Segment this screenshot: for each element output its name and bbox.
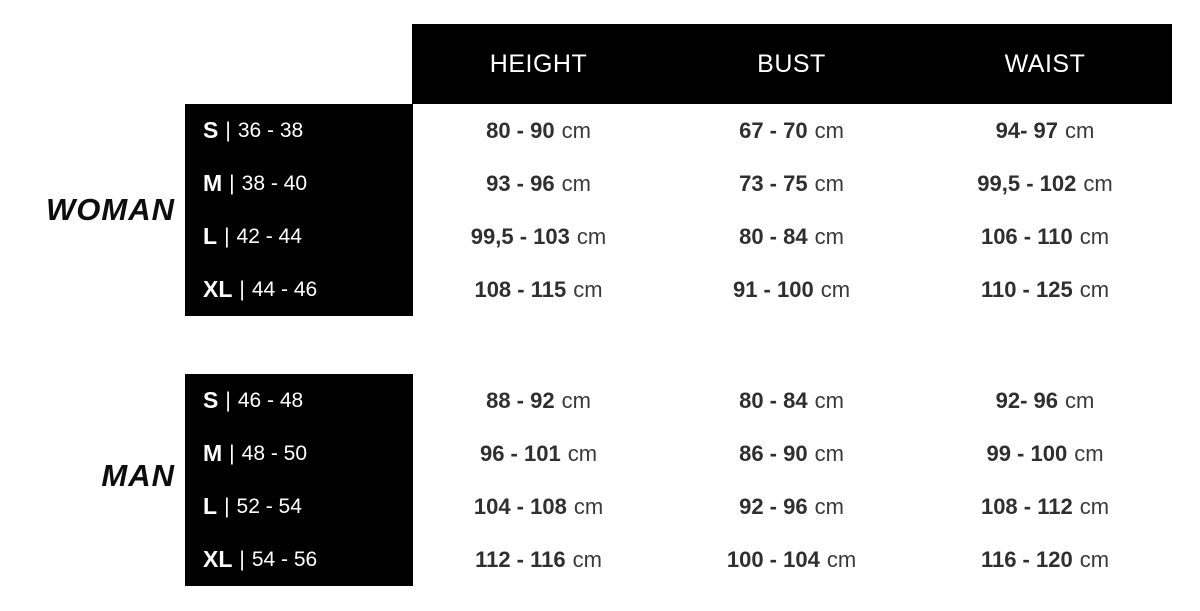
value-unit: cm <box>1074 440 1104 466</box>
column-header-height: HEIGHT <box>489 49 588 78</box>
value-unit: cm <box>1079 493 1110 519</box>
value-unit: cm <box>814 117 844 143</box>
value-number: 92- 96 <box>995 387 1059 413</box>
size-eu: 42 - 44 <box>236 224 302 248</box>
size-code: M <box>203 440 223 466</box>
size-cell <box>185 210 413 263</box>
table-row <box>0 157 1200 210</box>
value-height <box>412 263 665 316</box>
value-unit: cm <box>1079 276 1110 302</box>
column-header-bust: BUST <box>757 49 826 78</box>
value-unit: cm <box>573 276 603 302</box>
value-number: 100 - 104 <box>726 546 820 572</box>
value-unit: cm <box>814 170 844 196</box>
value-number: 96 - 101 <box>479 440 561 466</box>
table-row <box>0 374 1200 427</box>
value-height <box>412 210 665 263</box>
value-number: 94- 97 <box>995 117 1059 143</box>
size-eu: 44 - 46 <box>251 277 318 301</box>
size-separator: | <box>229 441 235 465</box>
value-number: 116 - 120 <box>980 546 1073 572</box>
size-separator: | <box>224 224 230 248</box>
value-unit: cm <box>573 493 604 519</box>
value-number: 110 - 125 <box>980 276 1073 302</box>
size-eu: 38 - 40 <box>241 171 308 195</box>
value-number: 91 - 100 <box>732 276 814 302</box>
value-unit: cm <box>814 223 844 249</box>
value-bust <box>665 533 918 586</box>
table-row <box>0 533 1200 586</box>
size-cell <box>185 157 413 210</box>
value-height <box>412 374 665 427</box>
size-eu: 52 - 54 <box>236 494 302 518</box>
value-unit: cm <box>814 493 844 519</box>
value-number: 108 - 115 <box>474 276 567 302</box>
size-separator: | <box>225 388 231 412</box>
value-number: 93 - 96 <box>486 170 555 196</box>
value-number: 80 - 84 <box>739 387 808 413</box>
group-label-woman: WOMAN <box>46 192 175 227</box>
value-unit: cm <box>572 546 602 572</box>
value-unit: cm <box>1065 387 1095 413</box>
value-waist <box>918 104 1172 157</box>
value-unit: cm <box>561 117 591 143</box>
value-number: 104 - 108 <box>473 493 567 519</box>
size-code: L <box>203 223 218 249</box>
value-unit: cm <box>1083 170 1113 196</box>
value-unit: cm <box>567 440 598 466</box>
value-number: 108 - 112 <box>980 493 1073 519</box>
size-code: XL <box>203 546 233 572</box>
table-row <box>0 104 1200 157</box>
value-number: 80 - 84 <box>739 223 808 249</box>
group-label-man: MAN <box>101 458 175 493</box>
table-row <box>0 263 1200 316</box>
value-height <box>412 533 665 586</box>
value-unit: cm <box>1079 546 1110 572</box>
size-eu: 46 - 48 <box>237 388 304 412</box>
value-waist <box>918 533 1172 586</box>
value-unit: cm <box>820 276 851 302</box>
value-waist <box>918 480 1172 533</box>
value-unit: cm <box>561 387 591 413</box>
size-cell <box>185 263 413 316</box>
value-height <box>412 480 665 533</box>
value-unit: cm <box>576 223 607 249</box>
value-number: 99 - 100 <box>986 440 1068 466</box>
size-code: L <box>203 493 218 519</box>
value-bust <box>665 480 918 533</box>
size-cell <box>185 374 413 427</box>
value-bust <box>665 263 918 316</box>
size-cell <box>185 104 413 157</box>
table-row <box>0 480 1200 533</box>
value-number: 73 - 75 <box>739 170 808 196</box>
value-bust <box>665 427 918 480</box>
size-code: XL <box>203 276 233 302</box>
size-eu: 36 - 38 <box>237 118 304 142</box>
size-cell <box>185 427 413 480</box>
size-separator: | <box>225 118 231 142</box>
value-number: 106 - 110 <box>980 223 1073 249</box>
value-unit: cm <box>1079 223 1110 249</box>
value-number: 80 - 90 <box>486 117 555 143</box>
value-height <box>412 427 665 480</box>
value-number: 92 - 96 <box>739 493 808 519</box>
table-row <box>0 210 1200 263</box>
value-unit: cm <box>814 387 844 413</box>
value-number: 88 - 92 <box>486 387 555 413</box>
value-height <box>412 157 665 210</box>
table-row <box>0 427 1200 480</box>
size-cell <box>185 533 413 586</box>
value-bust <box>665 210 918 263</box>
value-number: 86 - 90 <box>739 440 808 466</box>
value-waist <box>918 210 1172 263</box>
size-code: S <box>203 387 219 413</box>
size-eu: 54 - 56 <box>251 547 318 571</box>
size-code: M <box>203 170 223 196</box>
value-number: 99,5 - 103 <box>470 223 570 249</box>
value-number: 112 - 116 <box>475 546 566 572</box>
value-waist <box>918 157 1172 210</box>
value-waist <box>918 374 1172 427</box>
value-unit: cm <box>1065 117 1095 143</box>
size-code: S <box>203 117 219 143</box>
value-waist <box>918 427 1172 480</box>
value-bust <box>665 104 918 157</box>
size-separator: | <box>229 171 235 195</box>
size-separator: | <box>224 494 230 518</box>
value-height <box>412 104 665 157</box>
value-number: 99,5 - 102 <box>977 170 1077 196</box>
size-separator: | <box>239 547 245 571</box>
size-cell <box>185 480 413 533</box>
value-unit: cm <box>814 440 844 466</box>
size-eu: 48 - 50 <box>241 441 308 465</box>
value-waist <box>918 263 1172 316</box>
value-bust <box>665 157 918 210</box>
value-unit: cm <box>561 170 591 196</box>
column-header-waist: WAIST <box>1004 49 1086 78</box>
value-unit: cm <box>826 546 857 572</box>
size-separator: | <box>239 277 245 301</box>
value-bust <box>665 374 918 427</box>
value-number: 67 - 70 <box>739 117 808 143</box>
